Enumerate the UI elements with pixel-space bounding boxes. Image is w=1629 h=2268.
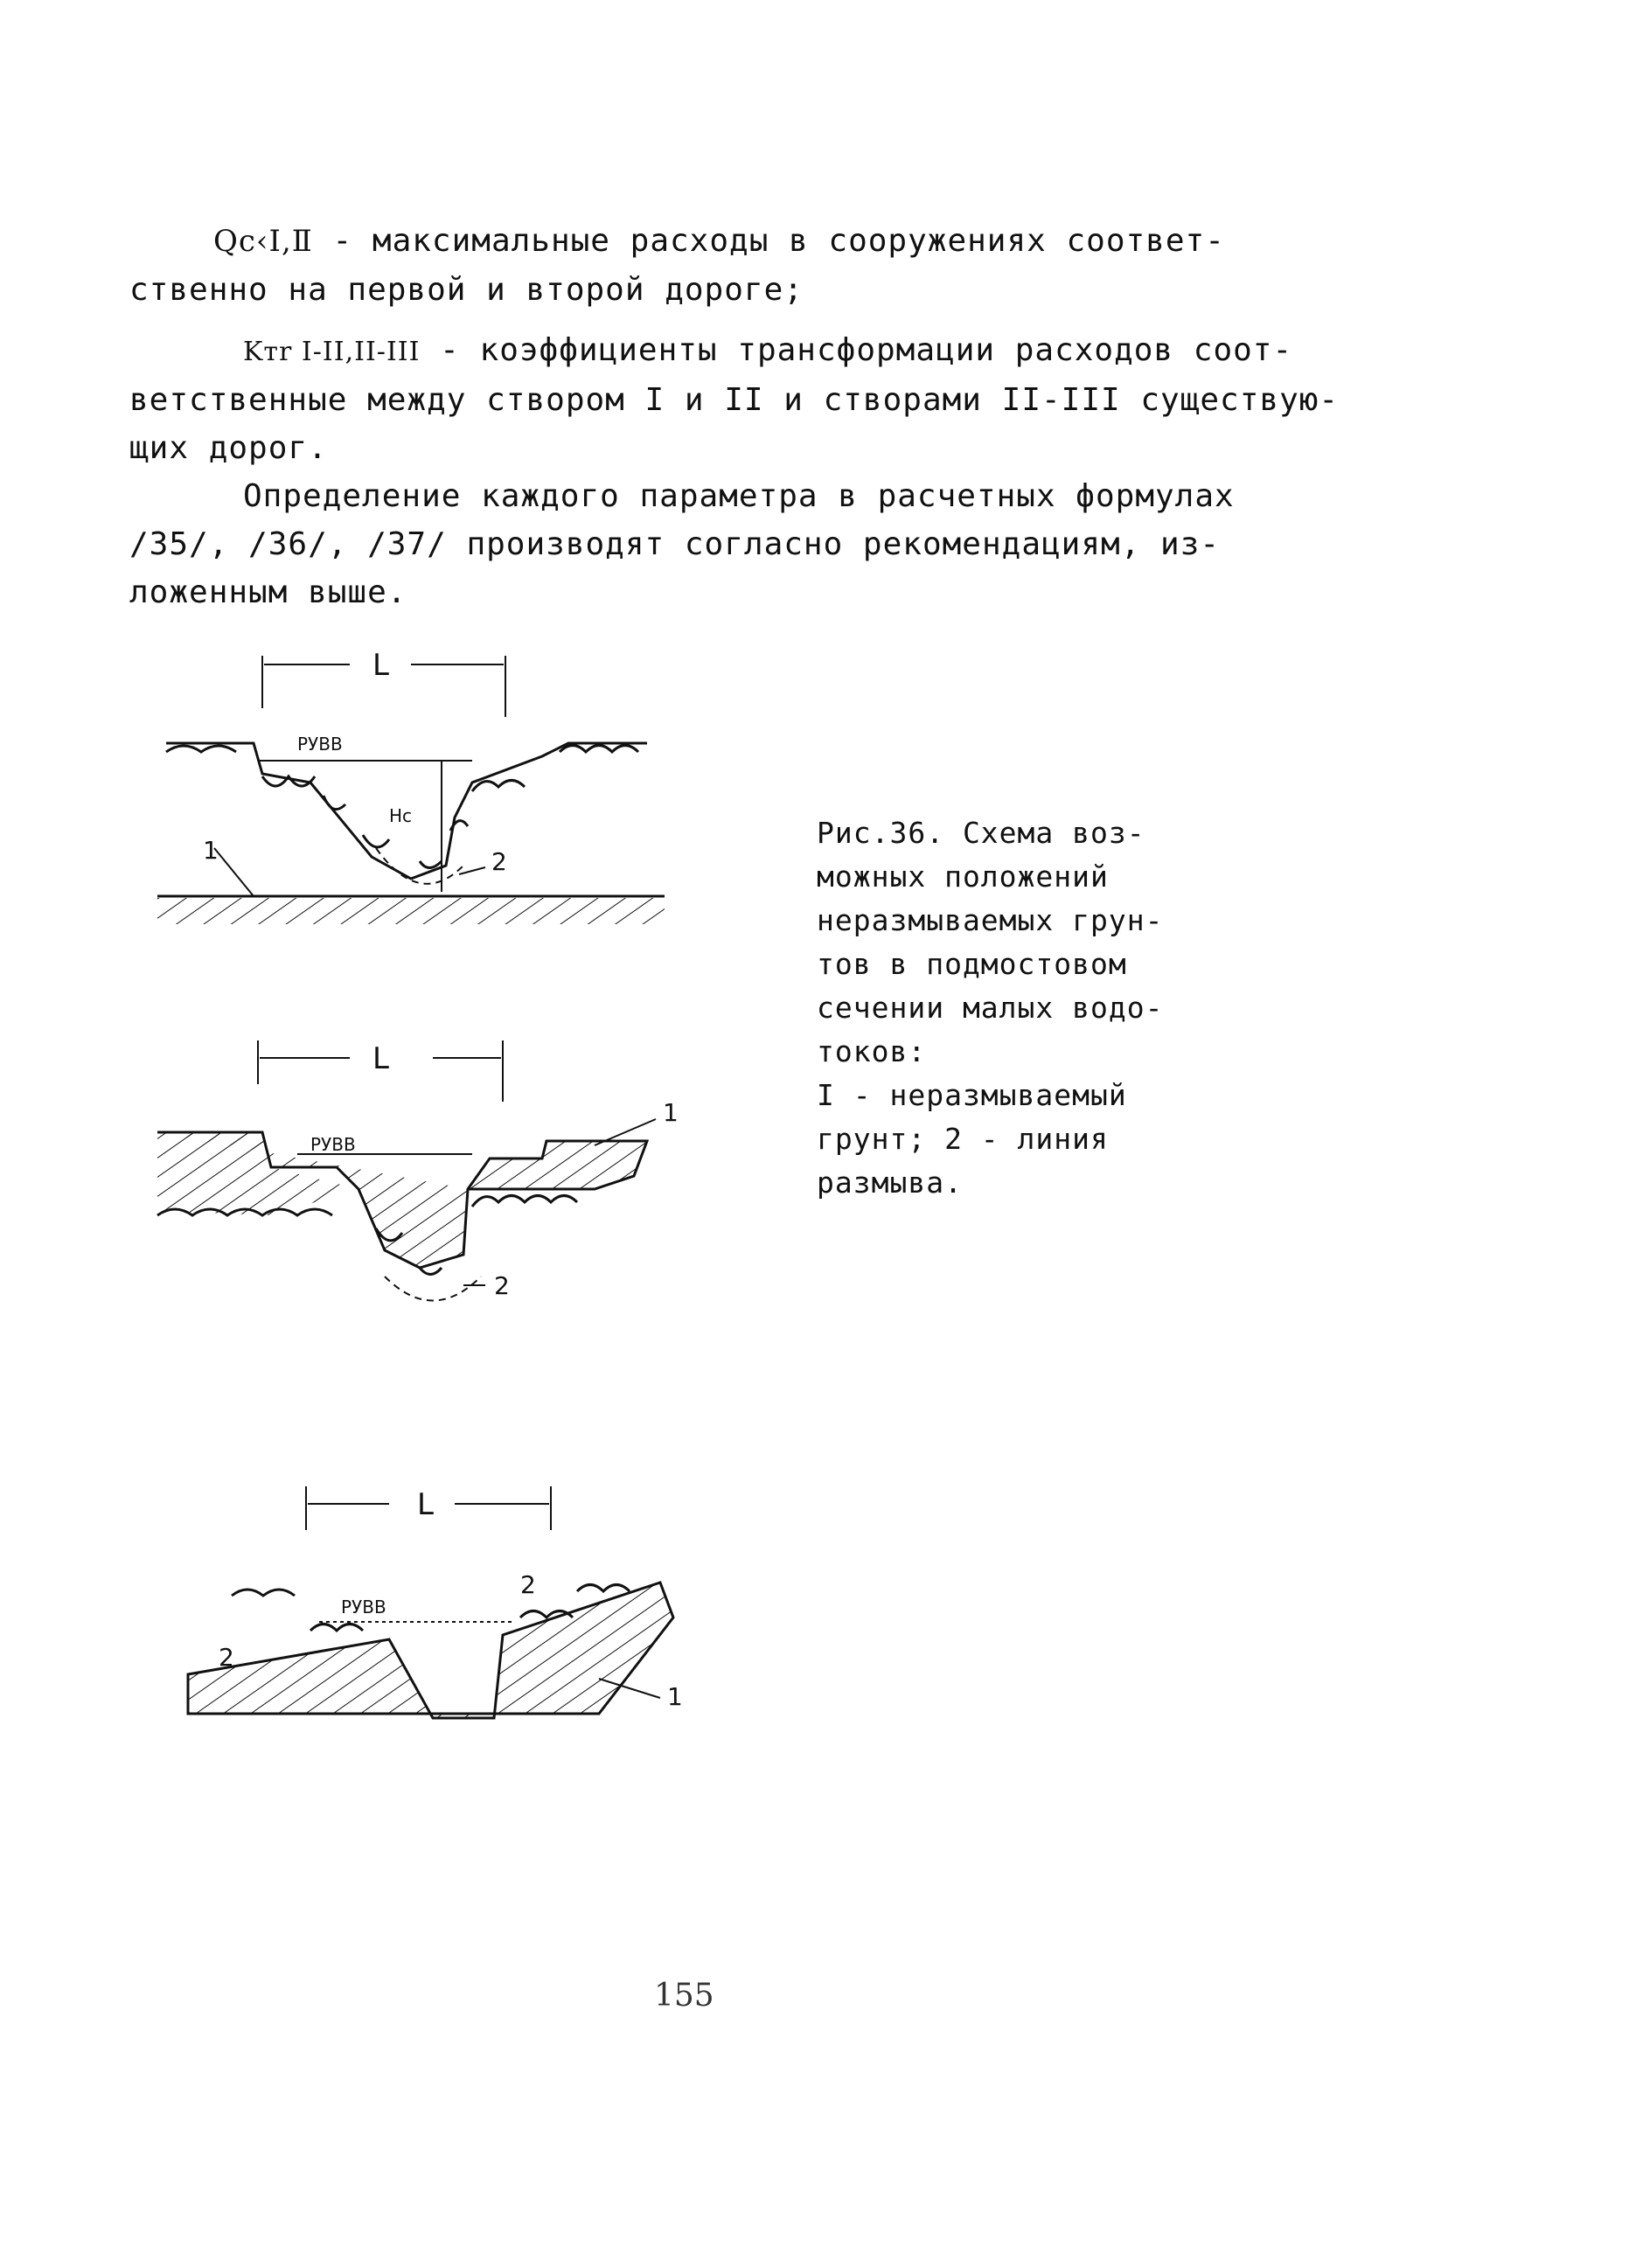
svg-text:РУВВ: РУВВ [341,1597,386,1618]
caption-line: тов в подмостовом [817,947,1127,981]
caption-line: токов: [817,1034,927,1068]
svg-text:1: 1 [203,836,219,865]
paragraph-max-discharges [129,217,1225,314]
text-line: Kтr I-II,II-III - коэффициенты трансформации расходов соот- [243,332,1293,368]
svg-text:РУВВ: РУВВ [297,734,343,755]
svg-text:2: 2 [491,847,507,876]
caption-line: неразмываемых грун- [817,903,1164,937]
svg-text:РУВВ: РУВВ [310,1134,356,1155]
text-line: Определение каждого параметра в расчетных формулах [243,478,1235,514]
figure-section-3 [188,1469,695,1749]
caption-line: Рис.36. Схема воз- [817,816,1145,850]
svg-text:L: L [417,1487,434,1522]
figure-section-1 [157,630,700,927]
caption-line: I - неразмываемый [817,1078,1127,1112]
svg-text:2: 2 [219,1643,234,1672]
svg-text:L: L [372,648,389,683]
text-line: ственно на первой и второй дороге; [129,272,804,308]
symbol-k: Kтr I-II,II-III [243,337,421,367]
figure-caption [817,811,1201,1205]
paragraph-transform-coefficients [129,326,1340,472]
text-line: ветственные между створом I и II и створами II-III существую- [129,382,1340,418]
text-line: Qc‹I,Ⅱ - максимальные расходы в сооружениях соответ- [213,223,1225,259]
svg-text:2: 2 [520,1570,536,1599]
caption-line: сечении малых водо- [817,991,1164,1025]
svg-text:L: L [372,1041,389,1076]
dimension-line [262,648,505,717]
symbol-q: Qc‹I,Ⅱ [213,224,313,259]
svg-text:2: 2 [494,1271,510,1300]
text-line: ложенным выше. [129,574,407,610]
svg-text:Hс: Hс [389,805,413,826]
svg-text:1: 1 [663,1098,679,1127]
svg-text:1: 1 [667,1682,683,1711]
caption-line: грунт; 2 - линия [817,1122,1109,1156]
page-number: 155 [654,1978,714,2014]
figure-section-2 [157,1023,717,1355]
text-line: /35/, /36/, /37/ производят согласно рекомендациям, из- [129,526,1221,562]
dimension-line [306,1486,551,1530]
dimension-line [258,1040,503,1102]
caption-line: размыва. [817,1165,963,1200]
paragraph-parameter-determination [129,472,1235,616]
caption-line: можных положений [817,859,1109,894]
text-line: щих дорог. [129,430,328,466]
